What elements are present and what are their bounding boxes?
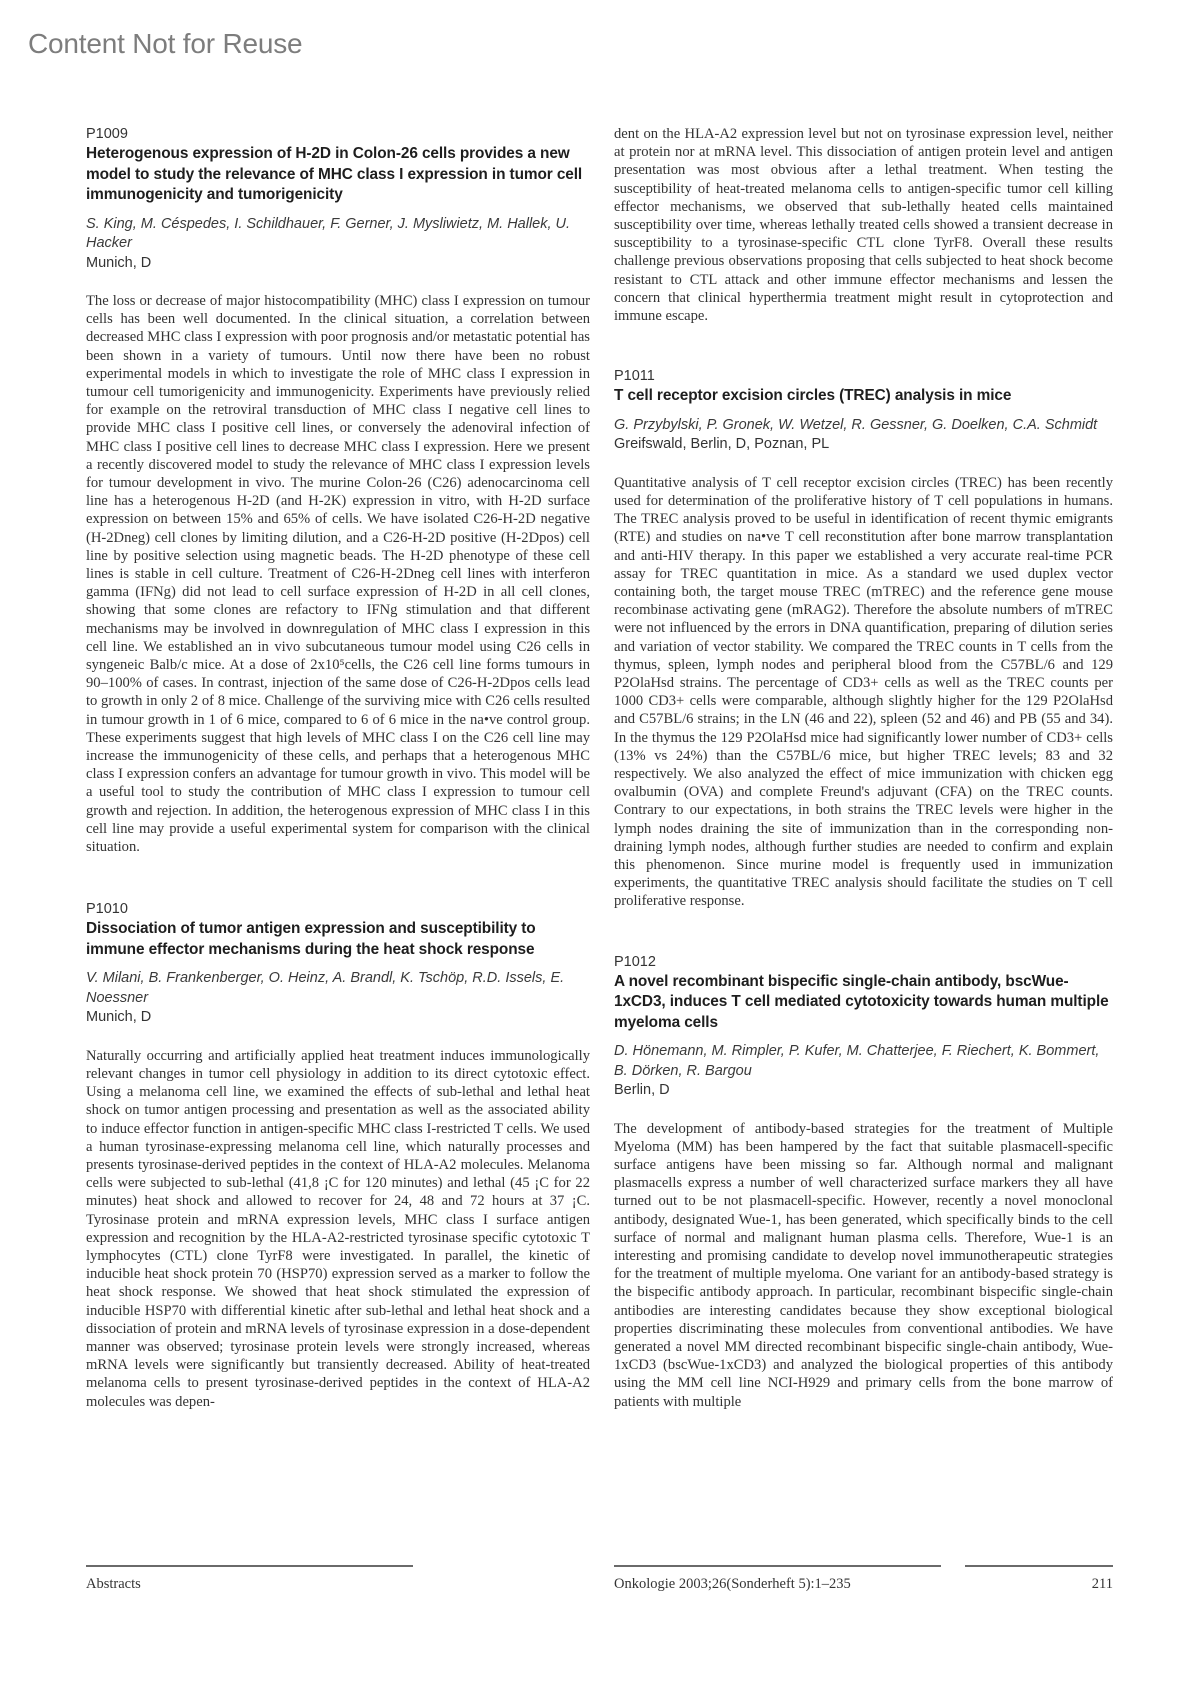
abstract-p1010-continued: dent on the HLA-A2 expression level but not on tyrosinase expression level, neither at protein nor at mRNA level. This dissociation of antigen protein level and antigen presentation was most obvious after a lethal treatment. When testing the susceptibility of heat-treated melanoma cells to antigen-specific tumor cell killing effector mechanisms, we observed that sub-lethally heated cells maintained susceptibility over time, whereas lethally treated cells showed a transient decrease in susceptibility to a tyrosinase-specific CTL clone TyrF8. Overall these results challenge previous observations proposing that cells subjected to heat shock become resistant to CTL attack and other immune effector mechanisms and lessen the concern that clinical hyperthermia treatment might result in cytoprotection and immune escape. <box>614 126 1113 325</box>
abstract-p1011 <box>614 367 1113 910</box>
abstract-location: Munich, D <box>86 254 152 271</box>
abstract-location: Greifswald, Berlin, D, Poznan, PL <box>614 436 830 453</box>
abstract-id: P1010 <box>86 901 128 918</box>
page-number: 211 <box>1091 1576 1113 1592</box>
abstract-p1009 <box>86 125 590 856</box>
abstract-title: A novel recombinant bispecific single-chain antibody, bscWue-1xCD3, induces T cell mediated cytotoxicity towards human multiple myeloma cells <box>614 972 1109 1031</box>
abstract-location: Munich, D <box>86 1009 152 1026</box>
abstract-id: P1011 <box>614 368 655 385</box>
abstract-id: P1009 <box>86 126 128 142</box>
abstract-body: The loss or decrease of major histocompatibility (MHC) class I expression on tumour cells has been well documented. In the clinical situation, a correlation between decreased MHC class I expression with poor prognosis and/or metastatic potential has been shown in a variety of tumours. Until now there have been no robust experimental models in which to investigate the role of MHC class I expression in tumour cell tumorigenicity and immunogenicity. Experiments have previously relied for example on the retroviral transduction of MHC class I negative cell lines to provide MHC class I positive cell lines, or conversely the adenoviral infection of MHC class I positive cell lines to decrease MHC class I expression. Here we present a recently discovered model to study the relevance of MHC class I expression levels for tumour development in vivo. The murine Colon-26 (C26) adenocarcinoma cell line has a heterogenous H-2D (and H-2K) expression in vitro, with H-2D surface expression on between 15% and 65% of cells. We have isolated C26-H-2D negative (H-2Dneg) cell clones by limiting dilution, and a C26-H-2D positive (H-2Dpos) cell line by positive selection using magnetic beads. The H-2D phenotype of these cell lines is stable in cell culture. Treatment of C26-H-2Dneg cell lines with interferon gamma (IFNg) did not lead to cell surface expression of H-2D in all cell clones, showing that some clones are refactory to IFNg stimulation and that different mechanisms may be involved in downregulation of MHC class I expression in this cell line. We established an in vivo subcutaneous tumour model using C26 cells in syngeneic Balb/c mice. At a dose of 2x10⁵cells, the C26 cell line forms tumours in 90–100% of cases. In contrast, injection of the same dose of C26-H-2Dpos cells lead to growth in only 2 of 8 mice. Challenge of the surviving mice with C26 cells resulted in tumour growth in 1 of 6 mice, compared to 6 of 6 mice in the na•ve control group. These experiments suggest that high levels of MHC class I on the C26 cell line may increase the immunogenicity of these cells, and perhaps that a heterogenous MHC class I expression confers an advantage for tumour growth in vivo. This model will be a useful tool to study the contribution of MHC class I expression to tumour cell growth and rejection. In addition, the heterogenous expression of MHC class I in this cell line may provide a useful experimental system for comparison with the clinical situation. <box>86 293 590 856</box>
abstract-title: Dissociation of tumor antigen expression and susceptibility to immune effector mechanisms during the heat shock response <box>86 920 536 958</box>
footer-section: Abstracts <box>86 1576 141 1592</box>
abstract-title: Heterogenous expression of H-2D in Colon-26 cells provides a new model to study the relevance of MHC class I expression in tumor cell immunogenicity and tumorigenicity <box>86 145 583 203</box>
abstract-body: The development of antibody-based strategies for the treatment of Multiple Myeloma (MM) has been hampered by the fact that suitable plasmacell-specific surface antigens have been missing so far. Although normal and malignant plasmacells express a number of well characterized surface markers they all have turned out to be not plasmacell-specific. However, recently a novel monoclonal antibody, designated Wue-1, has been generated, which specifically binds to the cell surface of normal and malignant human plasma cells. Therefore, Wue-1 is an interesting and promising candidate to develop novel immunotherapeutic strategies for the treatment of multiple myeloma. One variant for an antibody-based strategy is the bispecific antibody approach. In particular, recombinant bispecific single-chain antibodies are interesting candidates because they show exceptional biological properties discriminating these molecules from conventional antibodies. We have generated a novel MM directed recombinant bispecific single-chain antibody, Wue-1xCD3 (bscWue-1xCD3) and analyzed the biological properties of this antibody using the MM cell line NCI-H929 and primary cells from the bone marrow of patients with multiple <box>614 1120 1113 1410</box>
abstract-p1012 <box>614 953 1113 1411</box>
abstract-title: T cell receptor excision circles (TREC) analysis in mice <box>614 387 1012 405</box>
abstract-location: Berlin, D <box>614 1082 670 1099</box>
watermark: Content Not for Reuse <box>28 28 303 59</box>
left-column <box>86 125 590 1411</box>
abstract-id: P1012 <box>614 953 656 970</box>
footer-rule-left <box>86 1565 413 1567</box>
footer-journal-citation: Onkologie 2003;26(Sonderheft 5):1–235 <box>614 1576 851 1592</box>
right-column <box>614 125 1113 1411</box>
abstract-authors: S. King, M. Céspedes, I. Schildhauer, F. Gerner, J. Mysliwietz, M. Hallek, U. Hacker <box>86 215 571 251</box>
abstract-authors: V. Milani, B. Frankenberger, O. Heinz, A. Brandl, K. Tschöp, R.D. Issels, E. Noessner <box>86 970 565 1006</box>
abstract-p1010 <box>86 900 590 1411</box>
abstract-body-part1: Naturally occurring and artificially applied heat treatment induces immunologically relevant changes in tumor cell physiology in addition to its direct cytotoxic effect. Using a melanoma cell line, we examined the effects of sub-lethal and lethal heat shock on tumor antigen processing and presentation as well as the associated ability to induce effector function in antigen-specific MHC class I-restricted T cells. We used a human tyrosinase-expressing melanoma cell line, which naturally processes and presents tyrosinase-derived peptides in the context of HLA-A2 molecules. Melanoma cells were subjected to sub-lethal (41,8 ¡C for 120 minutes) and lethal (45 ¡C for 22 minutes) heat shock and allowed to recover for 24, 48 and 72 hours at 37 ¡C. Tyrosinase protein and mRNA expression levels, MHC class I surface antigen expression and recognition by the HLA-A2-restricted tyrosinase specific cytotoxic T lymphocytes (CTL) clone TyrF8 were investigated. In parallel, the kinetic of inducible heat shock protein 70 (HSP70) expression served as a marker to follow the heat shock response. We showed that heat shock stimulated the expression of inducible HSP70 with differential kinetic after sub-lethal and lethal heat shock and a dissociation of protein and mRNA levels of tyrosinase expression in a dose-dependent manner was observed; tyrosinase protein levels were strongly increased, whereas mRNA levels were significantly but transiently decreased. Ability of heat-treated melanoma cells to present tyrosinase-derived peptides in the context of HLA-A2 molecules was depen- <box>86 1047 590 1410</box>
abstract-authors: G. Przybylski, P. Gronek, W. Wetzel, R. Gessner, G. Doelken, C.A. Schmidt <box>614 416 1098 433</box>
abstract-authors: D. Hönemann, M. Rimpler, P. Kufer, M. Chatterjee, F. Riechert, K. Bommert, B. Dörken, R. Bargou <box>614 1043 1100 1079</box>
footer-rule-right <box>965 1565 1113 1567</box>
abstract-body: Quantitative analysis of T cell receptor excision circles (TREC) has been recently used for determination of the proliferative history of T cell populations in humans. The TREC analysis proved to be useful in identification of recent thymic emigrants (RTE) and studies on na•ve T cell reconstitution after bone marrow transplantation and anti-HIV therapy. In this paper we established a very accurate real-time PCR assay for TREC quantitation in mice. As a standard we used duplex vector containing both, the target mouse TREC (mTREC) and the reference gene mouse recombinase activating gene (mRAG2). Therefore the absolute numbers of mTREC were not influenced by the errors in DNA quantification, preparing of dilution series and variation of vector stability. We compared the TREC counts in T cells from the thymus, spleen, lymph nodes and peripheral blood from the C57BL/6 and 129 P2OlaHsd strains. The percentage of CD3+ cells as well as the TREC counts per 1000 CD3+ cells were comparable, although slightly higher for the 129 P2OlaHsd and C57BL/6 strains; in the LN (46 and 22), spleen (52 and 46) and PB (55 and 34). In the thymus the 129 P2OlaHsd mice had significantly lower number of CD3+ cells (13% vs 24%) than the C57BL/6 mice, but higher TREC levels; 83 and 32 respectively. We also analyzed the effect of mice immunization with chicken egg ovalbumin (OVA) and complete Freund's adjuvant (CFA) on the TREC counts. Contrary to our expectations, in both strains the TREC levels were higher in the lymph nodes draining the site of immunization than in the corresponding non-draining lymph nodes, although further studies are needed to confirm and explain this phenomenon. Since murine model is frequently used in immunization experiments, the quantitative TREC analysis should facilitate the studies on T cell proliferative response. <box>614 474 1113 910</box>
footer-rule-middle <box>614 1565 941 1567</box>
